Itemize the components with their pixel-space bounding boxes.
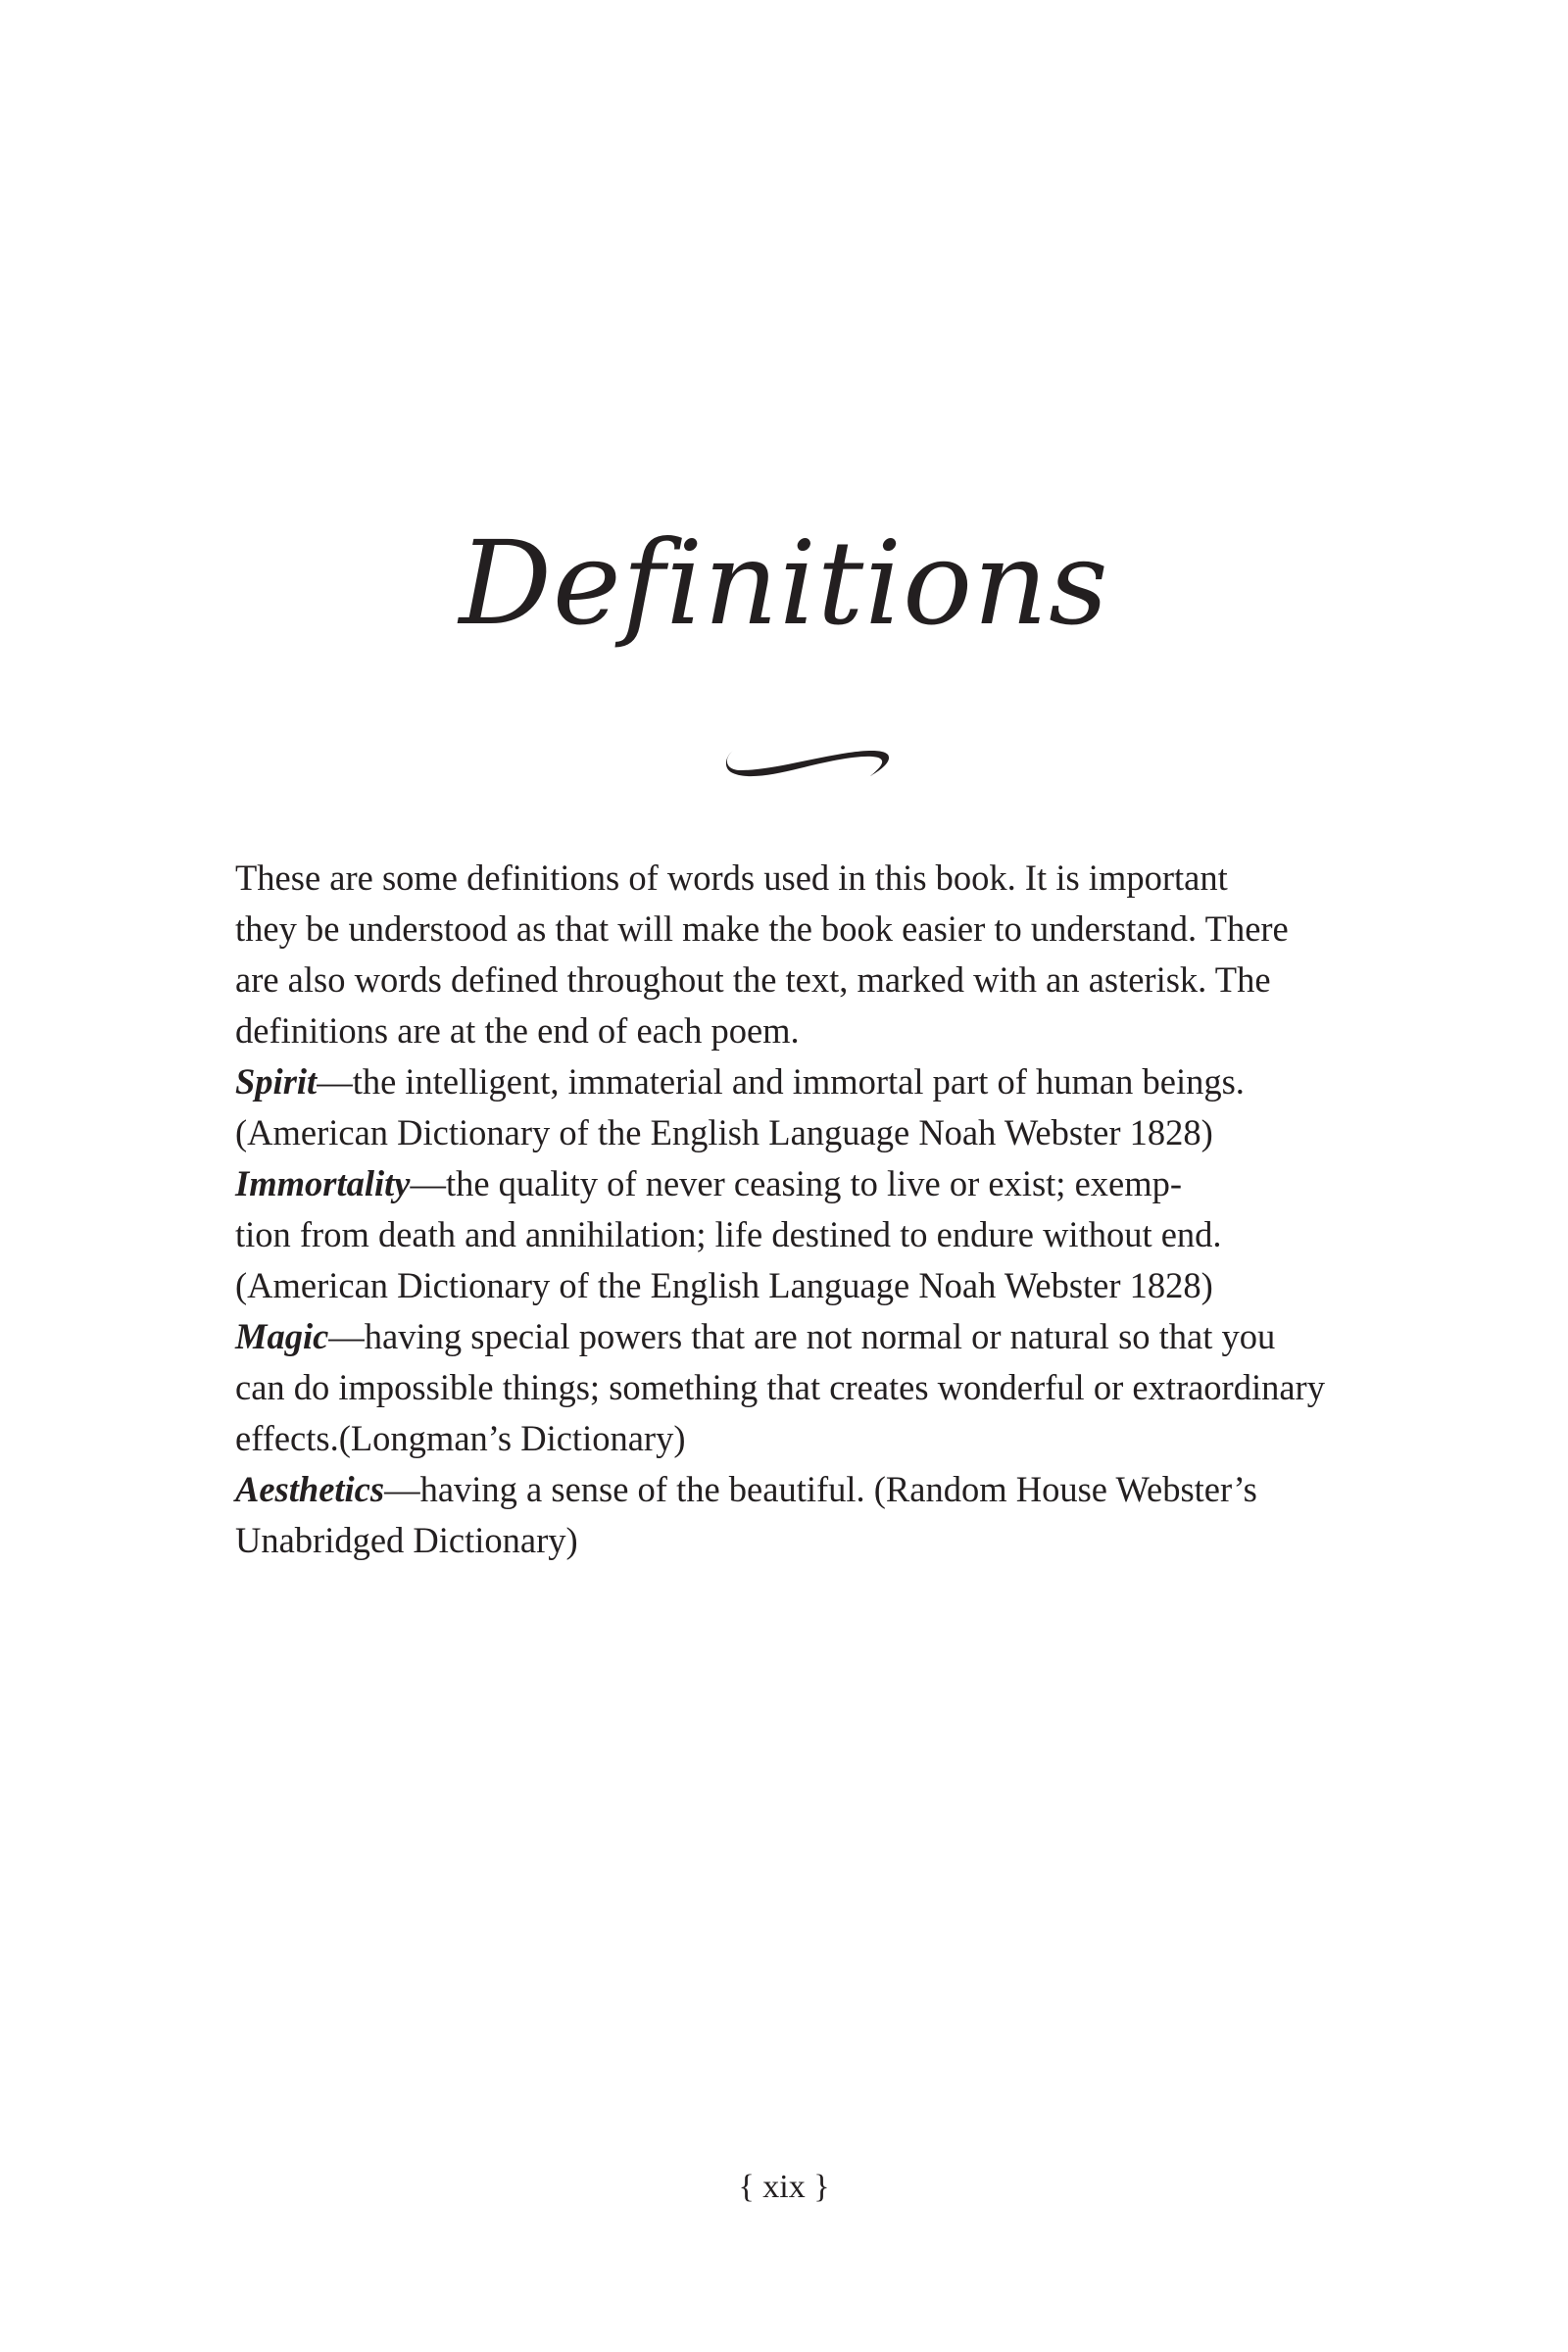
definition-first-line (196, 1464, 1382, 1515)
definition-aesthetics (196, 1464, 1382, 1566)
text-line: (American Dictionary of the English Language Noah Webster 1828) (235, 1265, 1213, 1305)
definition-text: —the quality of never ceasing to live or exist; exemp- (410, 1163, 1183, 1203)
definition-term: Spirit (235, 1061, 318, 1102)
definition-term: Immortality (235, 1163, 411, 1203)
flourish-ornament-icon (721, 737, 894, 786)
intro-paragraph (196, 853, 1382, 1056)
definition-term: Aesthetics (235, 1469, 385, 1509)
text-line: tion from death and annihilation; life destined to endure without end. (235, 1214, 1222, 1254)
text-line: These are some definitions of words used in this book. It is important (235, 858, 1228, 898)
definition-immortality (196, 1158, 1382, 1311)
page-title: Definitions (459, 515, 1109, 651)
definition-term: Magic (235, 1316, 329, 1356)
text-line: can do impossible things; something that creates wonderful or extraordinary (235, 1367, 1325, 1407)
definition-first-line (196, 1158, 1382, 1209)
text-line: they be understood as that will make the book easier to understand. There (235, 908, 1289, 949)
definition-text: —having a sense of the beautiful. (Random House Webster’s (384, 1469, 1257, 1509)
definition-magic (196, 1311, 1382, 1464)
definition-first-line (196, 1311, 1382, 1362)
page-number: { xix } (738, 2169, 830, 2205)
definitions-body (196, 853, 1382, 1566)
definition-first-line (196, 1056, 1382, 1107)
text-line: are also words defined throughout the text, marked with an asterisk. The (235, 959, 1271, 1000)
text-line: definitions are at the end of each poem. (235, 1010, 800, 1051)
text-line: Unabridged Dictionary) (235, 1520, 578, 1560)
definition-spirit (196, 1056, 1382, 1158)
definition-text: —having special powers that are not normal or natural so that you (328, 1316, 1276, 1356)
definition-text: —the intelligent, immaterial and immortal part of human beings. (317, 1061, 1245, 1102)
text-line: effects.(Longman’s Dictionary) (235, 1418, 686, 1458)
text-line: (American Dictionary of the English Language Noah Webster 1828) (235, 1112, 1213, 1152)
